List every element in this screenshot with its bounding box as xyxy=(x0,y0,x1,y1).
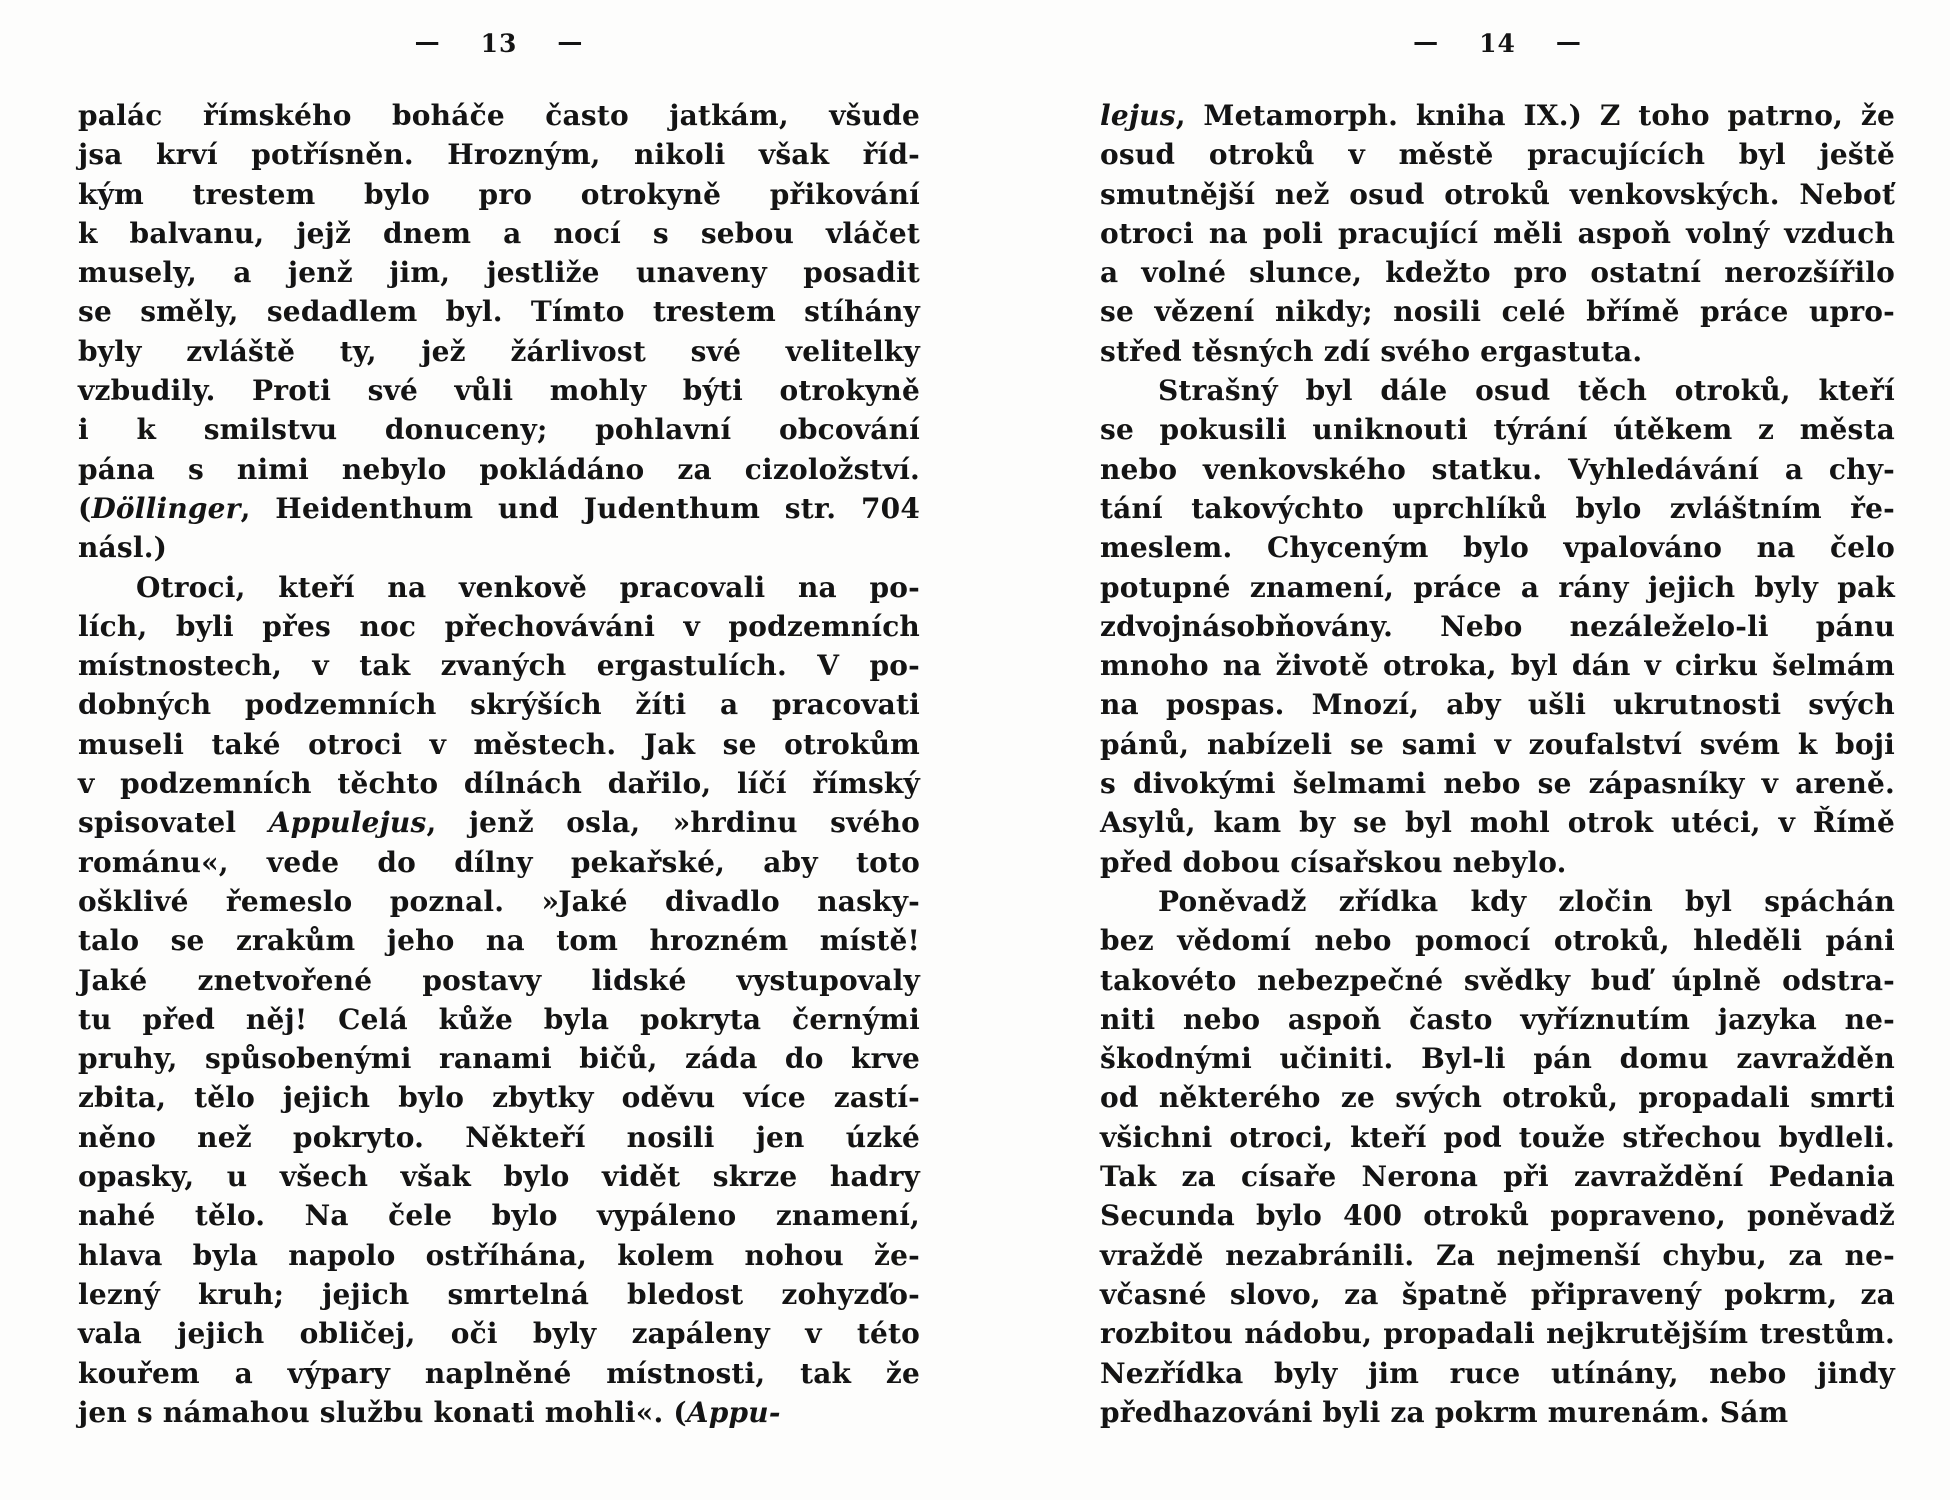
paragraph xyxy=(1100,371,1895,882)
page-13-text-column xyxy=(78,96,920,1432)
text-line: románu«, vede do dílny pekařské, aby toto xyxy=(78,845,920,879)
text-line: předhazováni byli za pokrm murenám. Sám xyxy=(1100,1395,1789,1429)
text-line: lejus, Metamorph. kniha IX.) Z toho patrno, že xyxy=(1100,99,1895,132)
text-line: osud otroků v městě pracujících byl ještě xyxy=(1100,138,1895,172)
text-line: s divokými šelmami nebo se zápasníky v areně. xyxy=(1100,767,1895,801)
text-line: pruhy, spůsobenými ranami bičů, záda do krve xyxy=(78,1042,920,1076)
text-line: vala jejich obličej, oči byly zapáleny v této xyxy=(78,1317,920,1351)
text-line: musely, a jenž jim, jestliže unaveny posadit xyxy=(78,256,920,290)
text-line: od některého ze svých otroků, propadali smrti xyxy=(1100,1081,1895,1115)
text-line: vraždě nezabránili. Za nejmenší chybu, za ne- xyxy=(1100,1238,1895,1272)
text-line: tání takovýchto uprchlíků bylo zvláštním ře- xyxy=(1100,491,1895,525)
text-line: lích, byli přes noc přechováváni v podzemních xyxy=(78,609,920,643)
text-line: Otroci, kteří na venkově pracovali na po- xyxy=(136,570,920,604)
header-dash-right: — xyxy=(1555,26,1582,56)
text-line: smutnější než osud otroků venkovských. Neboť xyxy=(1100,177,1895,211)
paragraph xyxy=(1100,96,1895,371)
text-line: spisovatel Appulejus, jenž osla, »hrdinu svého xyxy=(78,806,921,840)
text-line: potupné znamení, práce a rány jejich byly pak xyxy=(1100,570,1895,604)
text-line: takovéto nebezpečné svědky buď úplně odstra- xyxy=(1100,963,1895,997)
text-line: talo se zrakům jeho na tom hrozném místě! xyxy=(78,924,920,958)
page-14 xyxy=(1100,0,1895,1432)
text-line: jen s námahou službu konati mohli«. (Appu- xyxy=(78,1395,781,1429)
text-line: tu před něj! Celá kůže byla pokryta černými xyxy=(78,1002,920,1036)
text-line: Secunda bylo 400 otroků popraveno, poněvadž xyxy=(1100,1199,1895,1233)
text-line: meslem. Chyceným bylo vpalováno na čelo xyxy=(1100,531,1895,565)
text-line: nahé tělo. Na čele bylo vypáleno znamení, xyxy=(78,1199,920,1233)
text-line: Strašný byl dále osud těch otroků, kteří xyxy=(1158,374,1895,408)
paragraph xyxy=(78,568,920,1433)
text-line: kým trestem bylo pro otrokyně přikování xyxy=(78,177,920,211)
text-line: a volné slunce, kdežto pro ostatní nerozšířilo xyxy=(1100,256,1895,290)
text-line: pánů, nabízeli se sami v zoufalství svém k boji xyxy=(1100,727,1895,761)
text-line: něno než pokryto. Někteří nosili jen úzké xyxy=(78,1120,920,1154)
page-13 xyxy=(78,0,920,1432)
text-line: mnoho na životě otroka, byl dán v cirku šelmám xyxy=(1100,649,1895,683)
paragraph xyxy=(1100,882,1895,1432)
text-line: ošklivé řemeslo poznal. »Jaké divadlo nasky- xyxy=(78,884,920,918)
text-line: pána s nimi nebylo pokládáno za cizoložství. xyxy=(78,452,920,486)
text-line: dobných podzemních skrýších žíti a pracovati xyxy=(78,688,920,722)
text-line: Poněvadž zřídka kdy zločin byl spáchán xyxy=(1158,884,1895,918)
text-line: jsa krví potřísněn. Hrozným, nikoli však říd- xyxy=(78,138,920,172)
text-line: lezný kruh; jejich smrtelná bledost zohyzďo- xyxy=(78,1277,920,1311)
text-line: bez vědomí nebo pomocí otroků, hleděli páni xyxy=(1100,924,1895,958)
text-line: střed těsných zdí svého ergastuta. xyxy=(1100,334,1643,368)
text-line: včasné slovo, za špatně připravený pokrm, za xyxy=(1100,1277,1895,1311)
header-dash-left: — xyxy=(414,26,441,56)
text-line: niti nebo aspoň často vyříznutím jazyka ne- xyxy=(1100,1002,1895,1036)
paragraph xyxy=(78,96,920,568)
text-line: vzbudily. Proti své vůli mohly býti otrokyně xyxy=(78,374,920,408)
text-line: otroci na poli pracující měli aspoň volný vzduch xyxy=(1100,216,1895,250)
page-number-header-13 xyxy=(78,26,920,60)
text-line: se vězení nikdy; nosili celé břímě práce upro- xyxy=(1100,295,1895,329)
text-line: i k smilstvu donuceny; pohlavní obcování xyxy=(78,413,920,447)
text-line: byly zvláště ty, jež žárlivost své velitelky xyxy=(78,334,920,368)
text-line: Nezřídka byly jim ruce utínány, nebo jindy xyxy=(1100,1356,1895,1390)
text-line: na pospas. Mnozí, aby ušli ukrutnosti svých xyxy=(1100,688,1895,722)
page-14-text-column xyxy=(1100,96,1895,1432)
text-line: všichni otroci, kteří pod touže střechou bydleli. xyxy=(1100,1120,1895,1154)
text-line: v podzemních těchto dílnách dařilo, líčí římský xyxy=(78,767,920,801)
text-line: museli také otroci v městech. Jak se otrokům xyxy=(78,727,920,761)
text-line: Jaké znetvořené postavy lidské vystupovaly xyxy=(78,963,920,997)
text-line: místnostech, v tak zvaných ergastulích. V po- xyxy=(78,649,920,683)
page-number-13: 13 xyxy=(480,28,518,58)
text-line: rozbitou nádobu, propadali nejkrutějším trestům. xyxy=(1100,1317,1895,1351)
header-dash-right: — xyxy=(557,26,584,56)
text-line: před dobou císařskou nebylo. xyxy=(1100,845,1567,879)
text-line: opasky, u všech však bylo vidět skrze hadry xyxy=(78,1160,920,1194)
text-line: Asylů, kam by se byl mohl otrok utéci, v Římě xyxy=(1100,806,1895,840)
header-dash-left: — xyxy=(1413,26,1440,56)
text-line: nebo venkovského statku. Vyhledávání a chy- xyxy=(1100,452,1895,486)
text-line: násl.) xyxy=(78,531,168,565)
text-line: Tak za císaře Nerona při zavraždění Pedania xyxy=(1100,1160,1895,1194)
text-line: zdvojnásobňovány. Nebo nezáleželo-li pánu xyxy=(1100,609,1895,643)
text-line: zbita, tělo jejich bylo zbytky oděvu více zastí- xyxy=(78,1081,920,1115)
text-line: kouřem a výpary naplněné místnosti, tak že xyxy=(78,1356,920,1390)
text-line: se směly, sedadlem byl. Tímto trestem stíhány xyxy=(78,295,920,329)
text-line: (Döllinger, Heidenthum und Judenthum str. 704 xyxy=(78,491,920,525)
page-number-header-14 xyxy=(1100,26,1895,60)
text-line: škodnými učiniti. Byl-li pán domu zavražděn xyxy=(1100,1042,1895,1076)
text-line: k balvanu, jejž dnem a nocí s sebou vláčet xyxy=(78,216,920,250)
text-line: palác římského boháče často jatkám, všude xyxy=(78,99,920,132)
text-line: se pokusili uniknouti týrání útěkem z města xyxy=(1100,413,1895,447)
page-number-14: 14 xyxy=(1479,28,1516,58)
text-line: hlava byla napolo ostříhána, kolem nohou že- xyxy=(78,1238,920,1272)
